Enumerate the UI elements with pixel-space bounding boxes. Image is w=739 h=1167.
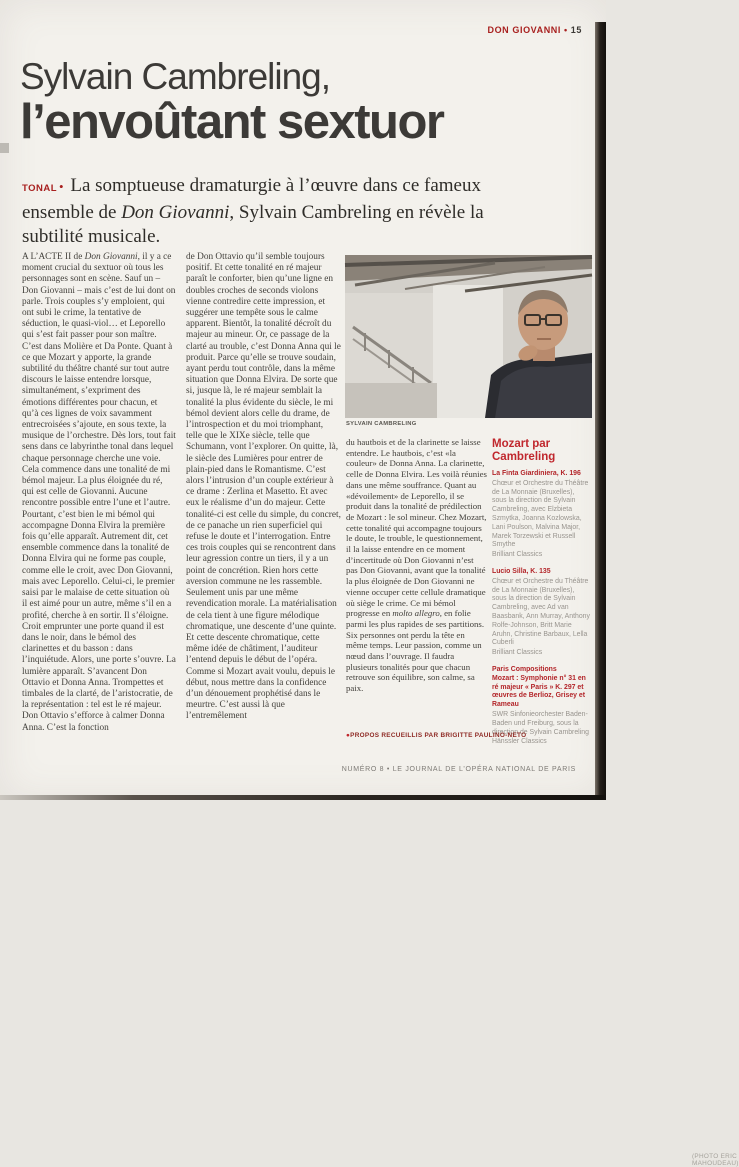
disc-title: Mozart : Symphonie n° 31 en ré majeur « Paris » K. 297 et œuvres de Berlioz, Grisey et Rameau <box>492 674 586 709</box>
running-head-separator: • <box>564 25 568 35</box>
running-head <box>487 25 582 35</box>
disc-title: La Finta Giardiniera, K. 196 <box>492 470 581 477</box>
disc-pretitle: Paris Compositions <box>492 665 557 673</box>
disc-body: Chœur et Orchestre du Théâtre de La Monnaie (Bruxelles), sous la direction de Sylvain Cambreling, avec Elzbieta Szmytka, Joanna Kozlowska, Lani Poulson, Malvina Major, Marek Torzewski et Russell Smythe <box>492 479 589 549</box>
page-title-line2: l’envoûtant sextuor <box>20 94 444 149</box>
scan-right-edge <box>595 22 606 800</box>
page-number: 15 <box>570 25 582 35</box>
disc-entry <box>492 568 590 658</box>
photo-caption-credit: (PHOTO ERIC MAHOUDEAU) <box>692 1153 739 1167</box>
standfirst <box>22 174 490 249</box>
red-bullet-icon: ● <box>346 732 351 739</box>
journal-footer: NUMÉRO 8 • LE JOURNAL DE L’OPÉRA NATIONAL DE PARIS <box>341 766 576 773</box>
body-column-2: de Don Ottavio qu’il semble toujours positif. Et cette tonalité en ré majeur paraît le conforter, bien qu’une ligne en doubles croches de seconds violons vienne contredire cette impression, et suggérer une tempête sous le calme apparent. Bientôt, la tonalité décroît du majeur au mineur. Or, ce passage de la clarté au trouble, c’est Donna Anna qui le produit. Parce qu’elle se trouve soudain, ayant perdu tout contrôle, dans la même situation que Donna Elvira. De sorte que si, jusque là, le ré majeur semblait la tonalité la plus évidente du siècle, le mi bémol devient alors celle du drame, de l’introspection et du moi triomphant, telle que le XIXe siècle, telle que Schumann, vont l’explorer. On quitte, là, le siècle des Lumières pour entrer de plain-pied dans le Romantisme. C’est alors l’intrusion d’un couple extérieur à ce drame : Zerlina et Masetto. Et avec eux le réalisme d’un do majeur. Cette tonalité-ci est celle du simple, du concret, de ce panache un rien superficiel qui refuse le doute et l’interrogation. Entre ces trois couples qui se rencontrent dans leur agression contre un tiers, il y a un point de concrétion. Rien hors cette aversion commune ne les rassemble. Seulement unis par une même revendication morale. La matérialisation de cela tient à une figure mélodique chromatique, une descente d’une quinte. Et cette descente chromatique, cette même idée de châtiment, l’auditeur l’entend depuis le début de l’opéra. Comme si Mozart avait voulu, depuis le début, nous mettre dans la confidence d’un dénouement prophétisé dans le meurtre. C’est aussi là que l’entremêlement <box>186 252 341 722</box>
kicker-label: TONAL <box>22 183 58 194</box>
interview-credit <box>346 732 526 739</box>
standfirst-text: La somptueuse dramaturgie à l’œuvre dans ce fameux ensemble de Don Giovanni, Sylvain Cambreling en révèle la subtilité musicale. <box>22 175 484 247</box>
disc-title: Lucio Silla, K. 135 <box>492 567 551 575</box>
page-title <box>20 58 443 148</box>
interview-credit-text: PROPOS RECUEILLIS PAR BRIGITTE PAULINO-NETO <box>350 732 527 739</box>
body-column-3: du hautbois et de la clarinette se laisse entendre. Le hautbois, c’est «la couleur» de Donna Anna. La clarinette, celle de Donna Elvira. Les voilà réunies dans une même souffrance. Quant au «dévoilement» de Leporello, il se produit dans la tonalité de prédilection de Mozart : le sol mineur. Chez Mozart, cette tonalité qui accompagne toujours le doute, le trouble, le questionnement, il la laisse entendre en ce moment d’incertitude où Don Giovanni n’est pas Don Giovanni, avant que la tonalité la plus éloignée de Don Giovanni ne vienne occuper cette cellule dramatique où siège le crime. Ce mi bémol progresse en molto allegro, en folie parmi les plus rapides de ses partitions. Six personnes ont perdu la tête en même temps. Leur passion, comme un nœud dans l’ouvrage. Il faudra plusieurs tonalités pour que chacun retrouve son équilibre, son calme, sa paix. <box>346 437 487 694</box>
portrait-photo <box>345 255 592 418</box>
running-head-title: DON GIOVANNI <box>487 25 562 35</box>
kicker-bullet: • <box>59 179 64 194</box>
disc-entry <box>492 470 590 560</box>
disc-label: Brilliant Classics <box>492 551 543 559</box>
disc-body: SWR Sinfonieorchester Baden-Baden und Freiburg, sous la direction de Sylvain Cambreling <box>492 710 589 736</box>
disc-body: Chœur et Orchestre du Théâtre de La Monnaie (Bruxelles), sous la direction de Sylvain Cambreling, avec Ad van Baasbank, Ann Murray, Anthony Rolfe-Johnson, Britt Marie Aruhn, Christine Barbaux, Lella Cuberli <box>492 577 590 647</box>
page-title-line1: Sylvain Cambreling, <box>20 56 331 97</box>
scan-bottom-edge <box>0 795 606 800</box>
sidebar-discography <box>492 438 590 755</box>
man-portrait-illustration <box>345 255 592 418</box>
disc-label: Hänssler Classics <box>492 738 547 746</box>
photo-caption-name: SYLVAIN CAMBRELING <box>346 421 417 427</box>
body-column-1: A L’ACTE II de Don Giovanni, il y a ce moment crucial du sextuor où tous les personnages sont en scène. Sauf un – Don Giovanni – mais c’est de lui dont on parle. Trois couples s’y emploient, qui ont subi le crime, la tentative de séduction, le quasi-viol… et Leporello qui s’est fait passer pour son maître. C’est dans Molière et Da Ponte. Quant à ce que Mozart y apporte, la grande subtilité du théâtre chanté sur tout autre discours le laisse entendre lorsque, simultanément, s’expriment des émotions différentes pour chacun, et qu’à ces lignes de voix savamment entrecroisées s’ajoute, en sous texte, la musique de l’orchestre. Dès lors, tout fait sens dans ce labyrinthe tonal dans lequel chaque personnage cherche une voie. Cela commence dans une tonalité de mi bémol majeur. La plus éloignée du ré, qui est celle de Giovanni. Aucune rencontre possible entre l’une et l’autre. Pourtant, c’est bien le mi bémol qui accompagne Donna Elvira la première fois qu’elle apparaît. Autrement dit, cet ensemble commence dans la tonalité de Donna Elvira qui ne forme pas couple, comme elle le croit, avec Don Giovanni, mais avec Leporello. Celui-ci, le premier saisi par le malaise de cette situation où il est aimé pour un autre, même s’il en a profité, cherche à en sortir. Il s’éloigne. Croit emprunter une porte quand il est dans le noir, dans le bémol des clarinettes et du basson : dans l’inquiétude. Alors, une porte s’ouvre. La lumière apparaît. S’avancent Don Ottavio et Donna Anna. Trompettes et timbales de la clarté, de l’aristocratie, de la représentation : tel est le ré majeur. Don Ottavio s’efforce à calmer Donna Anna. C’est la fonction <box>22 252 176 733</box>
sidebar-heading: Mozart par Cambreling <box>492 438 556 463</box>
margin-mark <box>0 143 9 153</box>
disc-label: Brilliant Classics <box>492 649 543 657</box>
